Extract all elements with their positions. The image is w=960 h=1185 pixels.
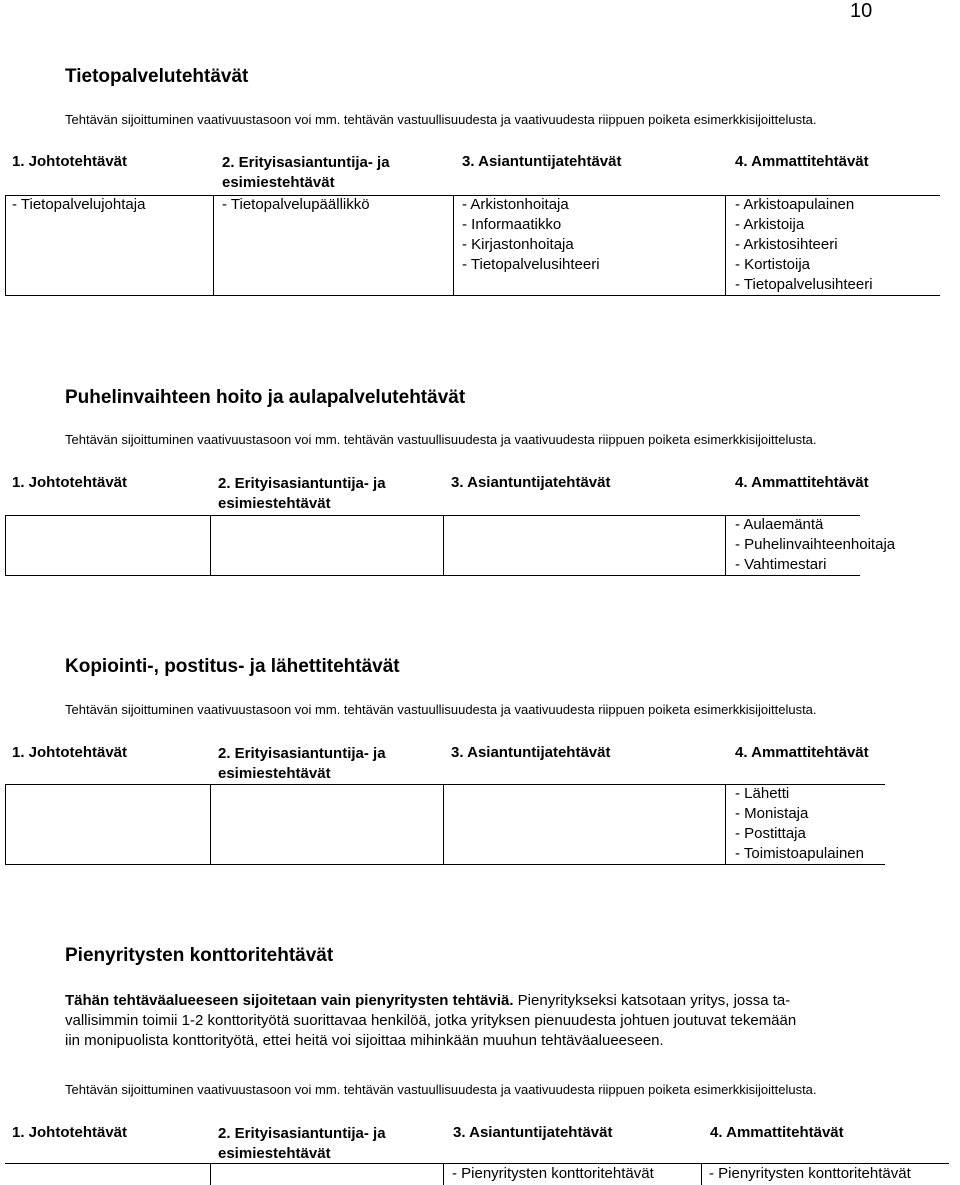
header-erityisasiantuntija: 2. Erityisasiantuntija- ja esimiestehtävät [222,154,390,191]
col-border [5,195,6,295]
list-item: - Vahtimestari [735,556,827,573]
col-border [213,195,214,295]
list-item: - Tietopalvelupäällikkö [222,196,370,213]
section-intro [65,991,915,1051]
header-erityisasiantuntija: 2. Erityisasiantuntija- ja esimiestehtävät [218,1125,386,1162]
table-bottom [5,295,940,296]
table-bottom [5,575,860,576]
col-border [725,784,726,864]
header-ammatti: 4. Ammattitehtävät [735,474,869,491]
header-ammatti: 4. Ammattitehtävät [710,1124,844,1141]
col-border [443,784,444,864]
section-title-kopiointi: Kopiointi-, postitus- ja lähettitehtävät [65,656,400,677]
list-item: - Aulaemäntä [735,516,824,533]
col-border [210,1163,211,1185]
col-border [453,195,454,295]
col4-list [735,195,873,295]
header-erityisasiantuntija: 2. Erityisasiantuntija- ja esimiestehtävät [218,745,386,782]
col-border [443,1163,444,1185]
section-title-tietopalvelu: Tietopalvelutehtävät [65,66,249,87]
list-item: - Toimistoapulainen [735,845,864,862]
list-item: - Arkistosihteeri [735,236,838,253]
list-item: - Kirjastonhoitaja [462,236,574,253]
section-title-pienyritykset: Pienyritysten konttoritehtävät [65,945,334,966]
list-item: - Arkistoija [735,216,805,233]
placement-note: Tehtävän sijoittuminen vaativuustasoon voi mm. tehtävän vastuullisuudesta ja vaativuudesta riippuen poiketa esimerkkisijoittelusta. [65,432,817,447]
col-border [5,784,6,864]
intro-line: vallisimmin toimii 1-2 konttorityötä suorittavaa henkilöä, jotka yrityksen pienuudesta johtuen joutuvat tekemään [65,1012,797,1029]
list-item: - Arkistonhoitaja [462,196,569,213]
placement-note: Tehtävän sijoittuminen vaativuustasoon voi mm. tehtävän vastuullisuudesta ja vaativuudesta riippuen poiketa esimerkkisijoittelusta. [65,702,817,717]
section-title-puhelinvaihde: Puhelinvaihteen hoito ja aulapalvelutehtävät [65,387,466,408]
list-item: - Informaatikko [462,216,562,233]
list-item: - Kortistoija [735,256,811,273]
header-ammatti: 4. Ammattitehtävät [735,153,869,170]
col-border [701,1163,702,1185]
col-border [210,784,211,864]
placement-note: Tehtävän sijoittuminen vaativuustasoon voi mm. tehtävän vastuullisuudesta ja vaativuudesta riippuen poiketa esimerkkisijoittelusta. [65,112,817,127]
list-item: - Pienyritysten konttoritehtävät [709,1165,911,1182]
list-item: - Monistaja [735,805,809,822]
header-erityisasiantuntija: 2. Erityisasiantuntija- ja esimiestehtävät [218,475,386,512]
list-item: - Puhelinvaihteenhoitaja [735,536,896,553]
list-item: - Lähetti [735,785,790,802]
header-asiantuntija: 3. Asiantuntijatehtävät [451,474,611,491]
intro-line: iin monipuolista konttorityötä, ettei heitä voi sijoittaa mihinkään muuhun tehtäväalueeseen. [65,1032,664,1049]
col2-list [222,195,370,215]
col4-list [735,515,895,575]
intro-line: Pienyritykseksi katsotaan yritys, jossa ta- [513,992,791,1009]
header-asiantuntija: 3. Asiantuntijatehtävät [453,1124,613,1141]
col1-list [12,195,145,215]
header-asiantuntija: 3. Asiantuntijatehtävät [451,744,611,761]
header-johtotehtavat: 1. Johtotehtävät [12,744,128,761]
header-divider [5,515,860,516]
list-item: - Tietopalvelusihteeri [462,256,600,273]
header-johtotehtavat: 1. Johtotehtävät [12,1124,128,1141]
page-number: 10 [850,0,873,22]
header-johtotehtavat: 1. Johtotehtävät [12,153,128,170]
list-item: - Postittaja [735,825,806,842]
placement-note: Tehtävän sijoittuminen vaativuustasoon voi mm. tehtävän vastuullisuudesta ja vaativuudesta riippuen poiketa esimerkkisijoittelusta. [65,1082,817,1097]
header-johtotehtavat: 1. Johtotehtävät [12,474,128,491]
col-border [725,515,726,575]
col4-list [735,784,864,864]
col-border [725,195,726,295]
col3-list [462,195,600,275]
header-ammatti: 4. Ammattitehtävät [735,744,869,761]
col3-list [452,1164,654,1184]
list-item: - Arkistoapulainen [735,196,855,213]
table-bottom [5,864,885,865]
intro-bold: Tähän tehtäväalueeseen sijoitetaan vain pienyritysten tehtäviä. [65,992,514,1009]
list-item: - Tietopalvelusihteeri [735,276,873,293]
list-item: - Tietopalvelujohtaja [12,196,146,213]
col-border [210,515,211,575]
list-item: - Pienyritysten konttoritehtävät [452,1165,654,1182]
header-asiantuntija: 3. Asiantuntijatehtävät [462,153,622,170]
col-border [443,515,444,575]
col4-list [709,1164,911,1184]
col-border [5,515,6,575]
